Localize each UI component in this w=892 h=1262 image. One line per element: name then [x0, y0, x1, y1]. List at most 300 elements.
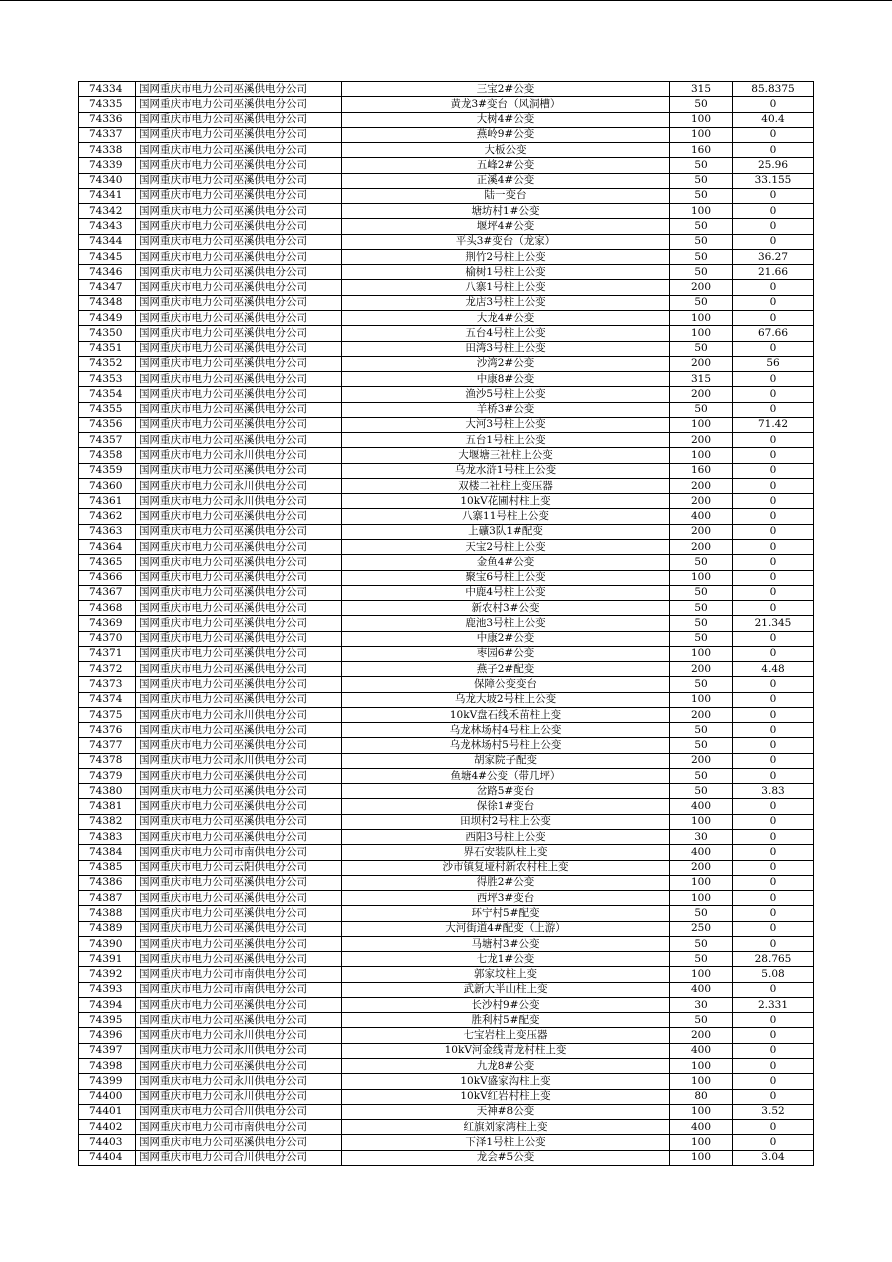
- company-cell: 国网重庆市电力公司巫溪供电分公司: [136, 723, 342, 738]
- table-row: [79, 891, 814, 906]
- transformer-name-cell: 大树4#公变: [342, 112, 670, 127]
- transformer-name-cell: 龙店3号柱上公变: [342, 295, 670, 310]
- row-id-cell: 74334: [79, 82, 136, 97]
- value-cell: 0: [733, 1089, 814, 1104]
- company-cell: 国网重庆市电力公司市南供电分公司: [136, 982, 342, 997]
- company-cell: 国网重庆市电力公司巫溪供电分公司: [136, 585, 342, 600]
- row-id-cell: 74361: [79, 494, 136, 509]
- transformer-name-cell: 天宝2号柱上公变: [342, 539, 670, 554]
- transformer-name-cell: 中康2#公变: [342, 631, 670, 646]
- transformer-name-cell: 荆竹2号柱上公变: [342, 249, 670, 264]
- table-row: [79, 860, 814, 875]
- company-cell: 国网重庆市电力公司巫溪供电分公司: [136, 173, 342, 188]
- table-row: [79, 204, 814, 219]
- row-id-cell: 74351: [79, 341, 136, 356]
- company-cell: 国网重庆市电力公司巫溪供电分公司: [136, 768, 342, 783]
- value-cell: 0: [733, 341, 814, 356]
- capacity-cell: 160: [670, 143, 733, 158]
- row-id-cell: 74404: [79, 1150, 136, 1165]
- row-id-cell: 74339: [79, 158, 136, 173]
- value-cell: 56: [733, 356, 814, 371]
- table-row: [79, 555, 814, 570]
- value-cell: 0: [733, 814, 814, 829]
- table-row: [79, 952, 814, 967]
- row-id-cell: 74360: [79, 478, 136, 493]
- value-cell: 40.4: [733, 112, 814, 127]
- company-cell: 国网重庆市电力公司巫溪供电分公司: [136, 326, 342, 341]
- value-cell: 0: [733, 1043, 814, 1058]
- table-row: [79, 662, 814, 677]
- value-cell: 0: [733, 1135, 814, 1150]
- company-cell: 国网重庆市电力公司巫溪供电分公司: [136, 997, 342, 1012]
- capacity-cell: 50: [670, 906, 733, 921]
- table-row: [79, 478, 814, 493]
- company-cell: 国网重庆市电力公司巫溪供电分公司: [136, 188, 342, 203]
- row-id-cell: 74402: [79, 1120, 136, 1135]
- company-cell: 国网重庆市电力公司巫溪供电分公司: [136, 1135, 342, 1150]
- capacity-cell: 100: [670, 1104, 733, 1119]
- row-id-cell: 74364: [79, 539, 136, 554]
- capacity-cell: 50: [670, 616, 733, 631]
- value-cell: 3.52: [733, 1104, 814, 1119]
- transformer-name-cell: 西阳3号柱上公变: [342, 830, 670, 845]
- transformer-name-cell: 三宝2#公变: [342, 82, 670, 97]
- table-row: [79, 646, 814, 661]
- value-cell: 0: [733, 845, 814, 860]
- value-cell: 4.48: [733, 662, 814, 677]
- capacity-cell: 100: [670, 692, 733, 707]
- value-cell: 0: [733, 1059, 814, 1074]
- transformer-name-cell: 10kV红岩村柱上变: [342, 1089, 670, 1104]
- transformer-name-cell: 马塘村3#公变: [342, 936, 670, 951]
- transformer-name-cell: 胜利村5#配变: [342, 1013, 670, 1028]
- transformer-name-cell: 上礦3队1#配变: [342, 524, 670, 539]
- value-cell: 0: [733, 372, 814, 387]
- row-id-cell: 74389: [79, 921, 136, 936]
- transformer-name-cell: 渔沙5号柱上公变: [342, 387, 670, 402]
- value-cell: 0: [733, 204, 814, 219]
- row-id-cell: 74343: [79, 219, 136, 234]
- value-cell: 0: [733, 875, 814, 890]
- transformer-name-cell: 平头3#变台（龙家）: [342, 234, 670, 249]
- company-cell: 国网重庆市电力公司永川供电分公司: [136, 753, 342, 768]
- transformer-name-cell: 榆树1号柱上公变: [342, 265, 670, 280]
- row-id-cell: 74398: [79, 1059, 136, 1074]
- capacity-cell: 100: [670, 570, 733, 585]
- company-cell: 国网重庆市电力公司巫溪供电分公司: [136, 433, 342, 448]
- value-cell: 21.66: [733, 265, 814, 280]
- company-cell: 国网重庆市电力公司巫溪供电分公司: [136, 265, 342, 280]
- company-cell: 国网重庆市电力公司市南供电分公司: [136, 967, 342, 982]
- table-row: [79, 906, 814, 921]
- value-cell: 0: [733, 891, 814, 906]
- row-id-cell: 74368: [79, 601, 136, 616]
- row-id-cell: 74362: [79, 509, 136, 524]
- capacity-cell: 50: [670, 585, 733, 600]
- capacity-cell: 100: [670, 127, 733, 142]
- company-cell: 国网重庆市电力公司巫溪供电分公司: [136, 631, 342, 646]
- transformer-name-cell: 五峰2#公变: [342, 158, 670, 173]
- table-row: [79, 616, 814, 631]
- row-id-cell: 74394: [79, 997, 136, 1012]
- row-id-cell: 74400: [79, 1089, 136, 1104]
- row-id-cell: 74338: [79, 143, 136, 158]
- value-cell: 0: [733, 188, 814, 203]
- row-id-cell: 74346: [79, 265, 136, 280]
- company-cell: 国网重庆市电力公司巫溪供电分公司: [136, 891, 342, 906]
- value-cell: 0: [733, 723, 814, 738]
- value-cell: 0: [733, 97, 814, 112]
- table-row: [79, 707, 814, 722]
- capacity-cell: 50: [670, 631, 733, 646]
- transformer-name-cell: 天神#8公变: [342, 1104, 670, 1119]
- table-row: [79, 753, 814, 768]
- value-cell: 0: [733, 280, 814, 295]
- company-cell: 国网重庆市电力公司市南供电分公司: [136, 845, 342, 860]
- table-row: [79, 463, 814, 478]
- transformer-name-cell: 塘坊村1#公变: [342, 204, 670, 219]
- transformer-name-cell: 陆一变台: [342, 188, 670, 203]
- table-row: [79, 967, 814, 982]
- transformer-name-cell: 新农村3#公变: [342, 601, 670, 616]
- transformer-name-cell: 聚宝6号柱上公变: [342, 570, 670, 585]
- company-cell: 国网重庆市电力公司巫溪供电分公司: [136, 616, 342, 631]
- company-cell: 国网重庆市电力公司巫溪供电分公司: [136, 784, 342, 799]
- table-row: [79, 692, 814, 707]
- table-row: [79, 402, 814, 417]
- table-row: [79, 173, 814, 188]
- company-cell: 国网重庆市电力公司巫溪供电分公司: [136, 387, 342, 402]
- transformer-name-cell: 金鱼4#公变: [342, 555, 670, 570]
- table-row: [79, 997, 814, 1012]
- row-id-cell: 74344: [79, 234, 136, 249]
- value-cell: 0: [733, 478, 814, 493]
- value-cell: 0: [733, 555, 814, 570]
- company-cell: 国网重庆市电力公司巫溪供电分公司: [136, 677, 342, 692]
- row-id-cell: 74383: [79, 830, 136, 845]
- capacity-cell: 200: [670, 356, 733, 371]
- capacity-cell: 400: [670, 509, 733, 524]
- capacity-cell: 400: [670, 1043, 733, 1058]
- capacity-cell: 100: [670, 891, 733, 906]
- company-cell: 国网重庆市电力公司巫溪供电分公司: [136, 1013, 342, 1028]
- table-row: [79, 601, 814, 616]
- value-cell: 0: [733, 310, 814, 325]
- row-id-cell: 74356: [79, 417, 136, 432]
- company-cell: 国网重庆市电力公司巫溪供电分公司: [136, 952, 342, 967]
- capacity-cell: 50: [670, 173, 733, 188]
- capacity-cell: 315: [670, 82, 733, 97]
- transformer-name-cell: 中鹿4号柱上公变: [342, 585, 670, 600]
- company-cell: 国网重庆市电力公司巫溪供电分公司: [136, 1059, 342, 1074]
- capacity-cell: 50: [670, 784, 733, 799]
- transformer-name-cell: 得胜2#公变: [342, 875, 670, 890]
- company-cell: 国网重庆市电力公司巫溪供电分公司: [136, 356, 342, 371]
- transformer-name-cell: 大板公变: [342, 143, 670, 158]
- transformer-table: [78, 81, 814, 1166]
- capacity-cell: 200: [670, 753, 733, 768]
- table-row: [79, 631, 814, 646]
- value-cell: 0: [733, 295, 814, 310]
- value-cell: 0: [733, 539, 814, 554]
- transformer-name-cell: 中康8#公变: [342, 372, 670, 387]
- capacity-cell: 100: [670, 875, 733, 890]
- row-id-cell: 74345: [79, 249, 136, 264]
- row-id-cell: 74380: [79, 784, 136, 799]
- company-cell: 国网重庆市电力公司巫溪供电分公司: [136, 280, 342, 295]
- value-cell: 0: [733, 1013, 814, 1028]
- transformer-name-cell: 七龙1#公变: [342, 952, 670, 967]
- capacity-cell: 50: [670, 768, 733, 783]
- table-row: [79, 234, 814, 249]
- transformer-name-cell: 保障公变变台: [342, 677, 670, 692]
- capacity-cell: 100: [670, 1135, 733, 1150]
- table-row: [79, 249, 814, 264]
- value-cell: 0: [733, 921, 814, 936]
- row-id-cell: 74340: [79, 173, 136, 188]
- company-cell: 国网重庆市电力公司巫溪供电分公司: [136, 830, 342, 845]
- value-cell: 0: [733, 585, 814, 600]
- company-cell: 国网重庆市电力公司巫溪供电分公司: [136, 875, 342, 890]
- value-cell: 71.42: [733, 417, 814, 432]
- row-id-cell: 74386: [79, 875, 136, 890]
- capacity-cell: 200: [670, 707, 733, 722]
- row-id-cell: 74390: [79, 936, 136, 951]
- capacity-cell: 200: [670, 478, 733, 493]
- transformer-name-cell: 武新大半山柱上变: [342, 982, 670, 997]
- capacity-cell: 50: [670, 402, 733, 417]
- transformer-name-cell: 郭家坟柱上变: [342, 967, 670, 982]
- table-row: [79, 158, 814, 173]
- value-cell: 3.83: [733, 784, 814, 799]
- table-row: [79, 570, 814, 585]
- transformer-name-cell: 西坪3#变台: [342, 891, 670, 906]
- row-id-cell: 74384: [79, 845, 136, 860]
- row-id-cell: 74376: [79, 723, 136, 738]
- company-cell: 国网重庆市电力公司巫溪供电分公司: [136, 143, 342, 158]
- row-id-cell: 74397: [79, 1043, 136, 1058]
- table-row: [79, 1074, 814, 1089]
- table-row: [79, 1043, 814, 1058]
- capacity-cell: 50: [670, 188, 733, 203]
- value-cell: 0: [733, 494, 814, 509]
- row-id-cell: 74366: [79, 570, 136, 585]
- row-id-cell: 74342: [79, 204, 136, 219]
- value-cell: 0: [733, 799, 814, 814]
- row-id-cell: 74375: [79, 707, 136, 722]
- transformer-name-cell: 10kV盛家沟柱上变: [342, 1074, 670, 1089]
- capacity-cell: 30: [670, 830, 733, 845]
- table-row: [79, 936, 814, 951]
- value-cell: 0: [733, 509, 814, 524]
- transformer-name-cell: 大龙4#公变: [342, 310, 670, 325]
- value-cell: 0: [733, 692, 814, 707]
- transformer-name-cell: 枣园6#公变: [342, 646, 670, 661]
- table-row: [79, 830, 814, 845]
- row-id-cell: 74367: [79, 585, 136, 600]
- page-top-rule: [0, 0, 892, 1]
- company-cell: 国网重庆市电力公司永川供电分公司: [136, 1074, 342, 1089]
- company-cell: 国网重庆市电力公司永川供电分公司: [136, 494, 342, 509]
- capacity-cell: 50: [670, 265, 733, 280]
- company-cell: 国网重庆市电力公司合川供电分公司: [136, 1104, 342, 1119]
- table-row: [79, 1135, 814, 1150]
- row-id-cell: 74373: [79, 677, 136, 692]
- table-row: [79, 295, 814, 310]
- table-row: [79, 341, 814, 356]
- company-cell: 国网重庆市电力公司巫溪供电分公司: [136, 127, 342, 142]
- table-row: [79, 723, 814, 738]
- capacity-cell: 50: [670, 341, 733, 356]
- table-row: [79, 875, 814, 890]
- table-row: [79, 539, 814, 554]
- company-cell: 国网重庆市电力公司巫溪供电分公司: [136, 799, 342, 814]
- row-id-cell: 74363: [79, 524, 136, 539]
- capacity-cell: 400: [670, 1120, 733, 1135]
- company-cell: 国网重庆市电力公司市南供电分公司: [136, 1120, 342, 1135]
- capacity-cell: 200: [670, 494, 733, 509]
- row-id-cell: 74353: [79, 372, 136, 387]
- table-row: [79, 387, 814, 402]
- value-cell: 67.66: [733, 326, 814, 341]
- capacity-cell: 100: [670, 1074, 733, 1089]
- company-cell: 国网重庆市电力公司巫溪供电分公司: [136, 372, 342, 387]
- table-row: [79, 112, 814, 127]
- company-cell: 国网重庆市电力公司巫溪供电分公司: [136, 310, 342, 325]
- row-id-cell: 74372: [79, 662, 136, 677]
- value-cell: 0: [733, 707, 814, 722]
- row-id-cell: 74378: [79, 753, 136, 768]
- capacity-cell: 200: [670, 280, 733, 295]
- row-id-cell: 74336: [79, 112, 136, 127]
- table-row: [79, 356, 814, 371]
- table-row: [79, 784, 814, 799]
- company-cell: 国网重庆市电力公司永川供电分公司: [136, 478, 342, 493]
- company-cell: 国网重庆市电力公司巫溪供电分公司: [136, 82, 342, 97]
- capacity-cell: 100: [670, 1150, 733, 1165]
- table-row: [79, 1089, 814, 1104]
- table-row: [79, 448, 814, 463]
- capacity-cell: 400: [670, 982, 733, 997]
- value-cell: 85.8375: [733, 82, 814, 97]
- capacity-cell: 200: [670, 433, 733, 448]
- value-cell: 0: [733, 402, 814, 417]
- value-cell: 3.04: [733, 1150, 814, 1165]
- company-cell: 国网重庆市电力公司巫溪供电分公司: [136, 417, 342, 432]
- row-id-cell: 74349: [79, 310, 136, 325]
- company-cell: 国网重庆市电力公司巫溪供电分公司: [136, 112, 342, 127]
- company-cell: 国网重庆市电力公司云阳供电分公司: [136, 860, 342, 875]
- row-id-cell: 74370: [79, 631, 136, 646]
- company-cell: 国网重庆市电力公司巫溪供电分公司: [136, 219, 342, 234]
- value-cell: 0: [733, 830, 814, 845]
- value-cell: 0: [733, 601, 814, 616]
- value-cell: 0: [733, 906, 814, 921]
- company-cell: 国网重庆市电力公司巫溪供电分公司: [136, 646, 342, 661]
- row-id-cell: 74354: [79, 387, 136, 402]
- capacity-cell: 160: [670, 463, 733, 478]
- capacity-cell: 400: [670, 799, 733, 814]
- table-row: [79, 1104, 814, 1119]
- table-row: [79, 280, 814, 295]
- company-cell: 国网重庆市电力公司巫溪供电分公司: [136, 936, 342, 951]
- company-cell: 国网重庆市电力公司永川供电分公司: [136, 1089, 342, 1104]
- row-id-cell: 74391: [79, 952, 136, 967]
- row-id-cell: 74357: [79, 433, 136, 448]
- value-cell: 0: [733, 677, 814, 692]
- row-id-cell: 74355: [79, 402, 136, 417]
- company-cell: 国网重庆市电力公司合川供电分公司: [136, 1150, 342, 1165]
- transformer-name-cell: 乌龙林场村4号柱上公变: [342, 723, 670, 738]
- row-id-cell: 74374: [79, 692, 136, 707]
- capacity-cell: 50: [670, 249, 733, 264]
- company-cell: 国网重庆市电力公司巫溪供电分公司: [136, 158, 342, 173]
- company-cell: 国网重庆市电力公司巫溪供电分公司: [136, 524, 342, 539]
- transformer-name-cell: 沙湾2#公变: [342, 356, 670, 371]
- capacity-cell: 100: [670, 1059, 733, 1074]
- company-cell: 国网重庆市电力公司巫溪供电分公司: [136, 601, 342, 616]
- table-row: [79, 372, 814, 387]
- table-row: [79, 326, 814, 341]
- transformer-name-cell: 大河3号柱上公变: [342, 417, 670, 432]
- value-cell: 0: [733, 936, 814, 951]
- company-cell: 国网重庆市电力公司巫溪供电分公司: [136, 402, 342, 417]
- table-row: [79, 310, 814, 325]
- company-cell: 国网重庆市电力公司巫溪供电分公司: [136, 97, 342, 112]
- row-id-cell: 74382: [79, 814, 136, 829]
- capacity-cell: 200: [670, 860, 733, 875]
- value-cell: 5.08: [733, 967, 814, 982]
- table-row: [79, 814, 814, 829]
- capacity-cell: 250: [670, 921, 733, 936]
- capacity-cell: 50: [670, 295, 733, 310]
- transformer-name-cell: 大河街道4#配变（上游）: [342, 921, 670, 936]
- table-row: [79, 845, 814, 860]
- transformer-name-cell: 七宝岩柱上变压器: [342, 1028, 670, 1043]
- company-cell: 国网重庆市电力公司巫溪供电分公司: [136, 249, 342, 264]
- transformer-name-cell: 燕岭9#公变: [342, 127, 670, 142]
- company-cell: 国网重庆市电力公司巫溪供电分公司: [136, 921, 342, 936]
- table-row: [79, 982, 814, 997]
- transformer-name-cell: 胡家院子配变: [342, 753, 670, 768]
- table-row: [79, 188, 814, 203]
- transformer-name-cell: 正溪4#公变: [342, 173, 670, 188]
- value-cell: 33.155: [733, 173, 814, 188]
- value-cell: 0: [733, 860, 814, 875]
- transformer-name-cell: 九龙8#公变: [342, 1059, 670, 1074]
- row-id-cell: 74377: [79, 738, 136, 753]
- company-cell: 国网重庆市电力公司永川供电分公司: [136, 448, 342, 463]
- transformer-name-cell: 龙会#5公变: [342, 1150, 670, 1165]
- transformer-name-cell: 沙市镇复垭村新农村柱上变: [342, 860, 670, 875]
- table-row: [79, 738, 814, 753]
- row-id-cell: 74358: [79, 448, 136, 463]
- company-cell: 国网重庆市电力公司巫溪供电分公司: [136, 555, 342, 570]
- value-cell: 0: [733, 1028, 814, 1043]
- value-cell: 0: [733, 433, 814, 448]
- table-row: [79, 1028, 814, 1043]
- row-id-cell: 74399: [79, 1074, 136, 1089]
- capacity-cell: 100: [670, 448, 733, 463]
- row-id-cell: 74387: [79, 891, 136, 906]
- company-cell: 国网重庆市电力公司巫溪供电分公司: [136, 738, 342, 753]
- transformer-name-cell: 羊桥3#公变: [342, 402, 670, 417]
- table-row: [79, 219, 814, 234]
- value-cell: 0: [733, 753, 814, 768]
- company-cell: 国网重庆市电力公司巫溪供电分公司: [136, 341, 342, 356]
- company-cell: 国网重庆市电力公司巫溪供电分公司: [136, 906, 342, 921]
- transformer-name-cell: 双楼二社柱上变压器: [342, 478, 670, 493]
